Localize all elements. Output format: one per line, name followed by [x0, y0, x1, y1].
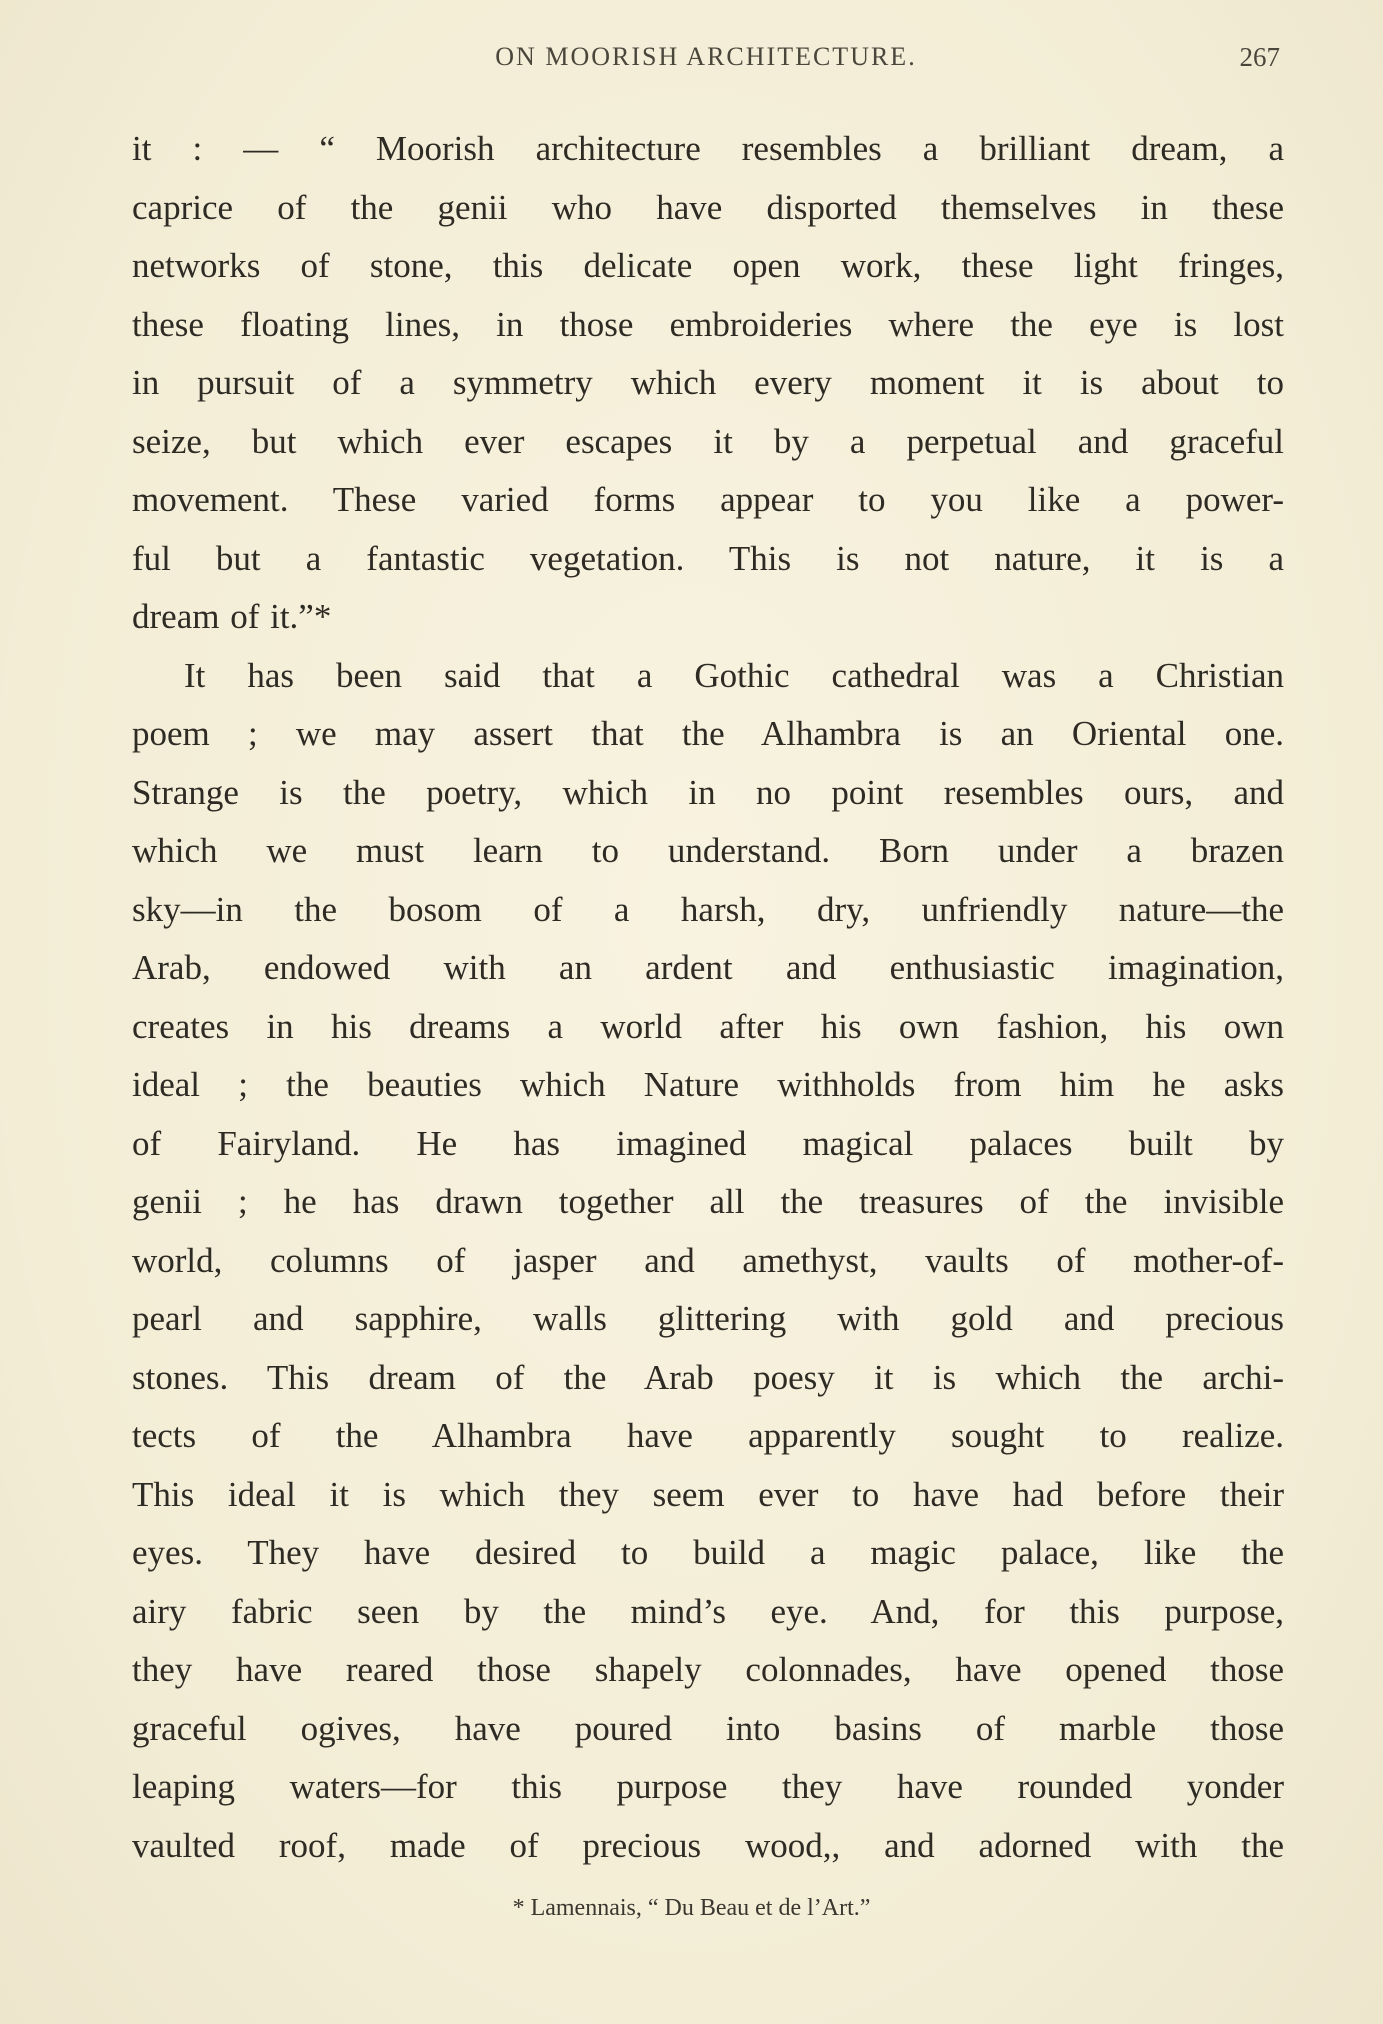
body-text [132, 120, 1284, 1875]
text-line: stones. This dream of the Arab poesy it is which the archi- [132, 1357, 1284, 1397]
text-line: ideal ; the beauties which Nature withholds from him he asks [132, 1065, 1284, 1104]
text-line: ful but a fantastic vegetation. This is not nature, it is a [132, 538, 1284, 578]
text-line: they have reared those shapely colonnades, have opened those [132, 1650, 1284, 1689]
text-line: poem ; we may assert that the Alhambra is an Oriental one. [132, 714, 1284, 753]
text-line: in pursuit of a symmetry which every moment it is about to [132, 363, 1284, 402]
text-line: which we must learn to understand. Born under a brazen [132, 831, 1284, 870]
text-line: of Fairyland. He has imagined magical palaces built by [132, 1123, 1284, 1163]
text-line: world, columns of jasper and amethyst, vaults of mother-of- [132, 1240, 1284, 1280]
text-line: tects of the Alhambra have apparently sought to realize. [132, 1416, 1284, 1455]
text-line: eyes. They have desired to build a magic palace, like the [132, 1533, 1284, 1572]
text-line: This ideal it is which they seem ever to have had before their [132, 1474, 1284, 1514]
text-line: creates in his dreams a world after his own fashion, his own [132, 1006, 1284, 1046]
text-line: caprice of the genii who have disported themselves in these [132, 187, 1284, 227]
text-line: these floating lines, in those embroideries where the eye is lost [132, 304, 1284, 344]
text-line: airy fabric seen by the mind’s eye. And, for this purpose, [132, 1591, 1284, 1631]
text-line: sky—in the bosom of a harsh, dry, unfriendly nature—the [132, 889, 1284, 929]
text-line: Arab, endowed with an ardent and enthusiastic imagination, [132, 948, 1284, 987]
text-line: seize, but which ever escapes it by a perpetual and graceful [132, 421, 1284, 461]
text-line: dream of it.”* [132, 597, 332, 636]
text-line: genii ; he has drawn together all the treasures of the invisible [132, 1182, 1284, 1221]
page-header [132, 40, 1280, 80]
text-line: networks of stone, this delicate open work, these light fringes, [132, 246, 1284, 285]
page-number: 267 [1239, 42, 1280, 72]
text-line: graceful ogives, have poured into basins of marble those [132, 1708, 1284, 1748]
paragraph-first-line: It has been said that a Gothic cathedral was a Christian [184, 655, 1284, 695]
text-line: movement. These varied forms appear to you like a power- [132, 480, 1284, 519]
text-line: Strange is the poetry, which in no point resembles ours, and [132, 772, 1284, 812]
text-line: vaulted roof, made of precious wood,, and adorned with the [132, 1825, 1284, 1865]
text-line: leaping waters—for this purpose they have rounded yonder [132, 1767, 1284, 1806]
text-line: pearl and sapphire, walls glittering with gold and precious [132, 1299, 1284, 1338]
text-line: it : — “ Moorish architecture resembles a brilliant dream, a [132, 129, 1284, 168]
footnote: * Lamennais, “ Du Beau et de l’Art.” [512, 1895, 871, 1921]
running-head: ON MOORISH ARCHITECTURE. [495, 42, 917, 71]
